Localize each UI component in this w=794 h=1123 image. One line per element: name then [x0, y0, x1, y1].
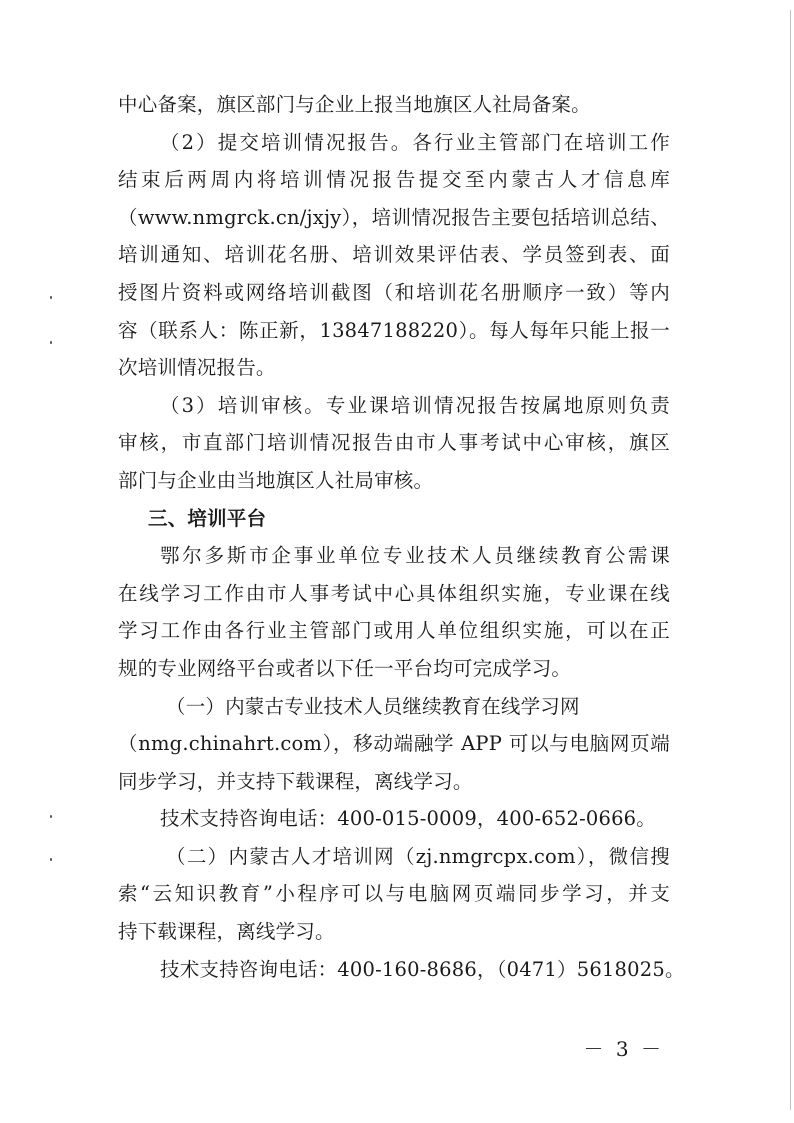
paragraph-line: （www.nmgrck.cn/jxjy），培训情况报告主要包括培训总结、 — [118, 205, 670, 229]
scan-speck — [50, 296, 52, 299]
paragraph-line: 容（联系人：陈正新，13847188220）。每人每年只能上报一 — [118, 318, 670, 342]
section-heading: 三、培训平台 — [148, 506, 267, 530]
paragraph-line: 学习工作由各行业主管部门或用人单位组织实施，可以在正 — [118, 619, 670, 643]
paragraph-line: （3）培训审核。专业课培训情况报告按属地原则负责 — [160, 393, 670, 417]
paragraph-line: （nmg.chinahrt.com），移动端融学 APP 可以与电脑网页端 — [118, 732, 670, 756]
paragraph-line: 持下载课程，离线学习。 — [118, 920, 335, 944]
paragraph-line: 部门与企业由当地旗区人社局审核。 — [118, 468, 434, 492]
scan-speck — [50, 815, 52, 818]
subsection-heading: （二）内蒙古人才培训网（zj.nmgrcpx.com），微信搜 — [166, 844, 670, 868]
paragraph-line: 规的专业网络平台或者以下任一平台均可完成学习。 — [118, 656, 572, 680]
paragraph-line: 次培训情况报告。 — [118, 356, 276, 380]
paragraph-line: （2）提交培训情况报告。各行业主管部门在培训工作 — [160, 130, 670, 154]
paragraph-line: 授图片资料或网络培训截图（和培训花名册顺序一致）等内 — [118, 280, 670, 304]
paragraph-line: 在线学习工作由市人事考试中心具体组织实施，专业课在线 — [118, 581, 670, 605]
paragraph-line: 结束后两周内将培训情况报告提交至内蒙古人才信息库 — [118, 168, 670, 192]
body-text — [118, 86, 685, 988]
subsection-heading: （一）内蒙古专业技术人员继续教育在线学习网 — [166, 694, 580, 718]
paragraph-line: 中心备案，旗区部门与企业上报当地旗区人社局备案。 — [118, 93, 591, 116]
support-phone-line: 技术支持咨询电话：400-015-0009，400-652-0666。 — [160, 807, 656, 831]
paragraph-line: 索“云知识教育”小程序可以与电脑网页端同步学习，并支 — [118, 882, 670, 906]
paragraph-line: 培训通知、培训花名册、培训效果评估表、学员签到表、面 — [118, 243, 670, 267]
scan-speck — [50, 858, 52, 861]
paragraph-line: 同步学习，并支持下载课程，离线学习。 — [118, 769, 473, 793]
paragraph-line: 鄂尔多斯市企事业单位专业技术人员继续教育公需课 — [160, 544, 670, 568]
scan-edge-line — [790, 10, 791, 1110]
scan-speck — [50, 341, 52, 344]
support-phone-line: 技术支持咨询电话：400-160-8686，（0471）5618025。 — [160, 957, 685, 981]
paragraph-line: 审核，市直部门培训情况报告由市人事考试中心审核，旗区 — [118, 431, 670, 455]
page-number: － 3 － — [583, 1037, 664, 1061]
